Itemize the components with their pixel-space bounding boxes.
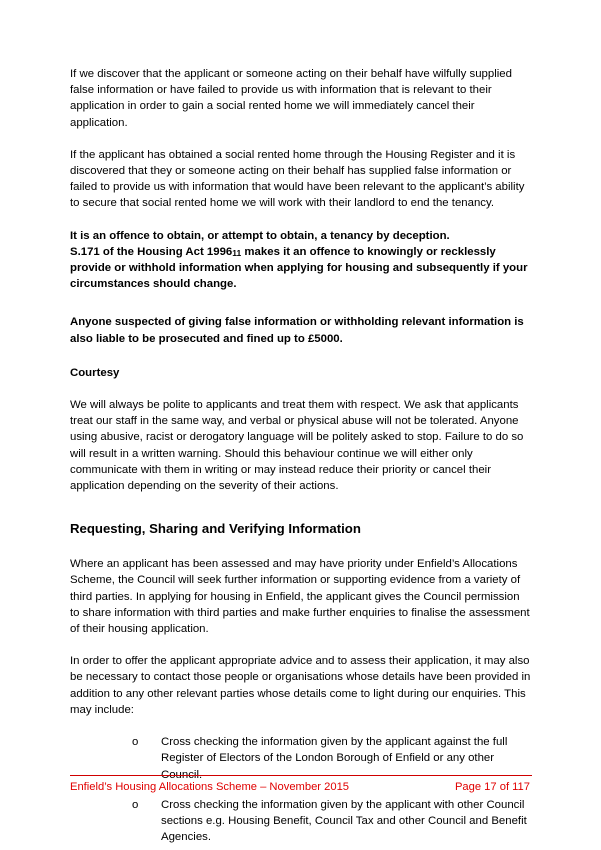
list-item-text: Cross checking the information given by the applicant against the full Register of Electors of the London Borough of Enfield or any other Council. (161, 736, 508, 781)
bullet-marker: o (132, 736, 139, 749)
heading-courtesy: Courtesy (70, 366, 120, 379)
housing-act-text-after: makes it an offence to knowingly or recklessly provide or withhold information when applying for housing and subsequently if your circumstances should change. (70, 245, 528, 291)
page-footer (70, 775, 532, 795)
paragraph-false-information-fine: Anyone suspected of giving false information or withholding relevant information is also liable to be prosecuted and fined up to £5000. (70, 316, 524, 345)
list-item-text: Cross checking the information given by the applicant with other Council sections e.g. Housing Benefit, Council Tax and other Council and Benefit Agencies. (161, 798, 527, 844)
paragraph-false-information-cancel: If we discover that the applicant or someone acting on their behalf have wilfully supplied false information or have failed to provide us with information that is relevant to their application in order to gain a social rented home we will immediately cancel their application. (70, 68, 512, 129)
footer-document-title: Enfield’s Housing Allocations Scheme – November 2015 (70, 781, 350, 793)
footnote-marker: 11 (232, 247, 242, 258)
page-content (70, 66, 532, 850)
heading-requesting-sharing-verifying: Requesting, Sharing and Verifying Information (70, 521, 361, 537)
footer-row (70, 780, 532, 795)
paragraph-courtesy: We will always be polite to applicants and treat them with respect. We ask that applicants treat our staff in the same way, and verbal or physical abuse will not be tolerated. Anyone using abusive, racist or derogatory language will be politely asked to stop. Failure to do so will result in a written warning. Should this behaviour continue we will either only communicate with them in writing or may instead reduce their priority or cancel their application depending on the severity of their actions. (70, 399, 524, 493)
footer-page-number: Page 17 of 117 (454, 781, 530, 793)
list-item (132, 797, 532, 846)
paragraph-housing-act-section (70, 244, 532, 293)
footer-divider (70, 775, 532, 776)
paragraph-requesting-1: Where an applicant has been assessed and may have priority under Enfield’s Allocations Scheme, the Council will seek further information or supporting evidence from a variety of third parties. In applying for housing in Enfield, the applicant gives the Council permission to share information with third parties and make further enquiries to finalise the assessment of their housing application. (70, 558, 530, 636)
paragraph-requesting-2: In order to offer the applicant appropriate advice and to assess their application, it may also be necessary to contact those people or organisations whose details have been provided in addition to any other relevant parties whose details come to light during our enquiries. This may include: (70, 655, 531, 716)
bullet-marker: o (132, 798, 139, 811)
paragraph-tenancy-end: If the applicant has obtained a social rented home through the Housing Register and it is discovered that they or someone acting on their behalf has supplied false information or failed to provide us with information that would have been relevant to the applicant’s ability to secure that social rented home we will work with their landlord to end the tenancy. (70, 148, 525, 210)
housing-act-text-before: S.171 of the Housing Act 1996 (70, 245, 233, 258)
paragraph-offence-deception: It is an offence to obtain, or attempt to obtain, a tenancy by deception. (70, 229, 450, 242)
